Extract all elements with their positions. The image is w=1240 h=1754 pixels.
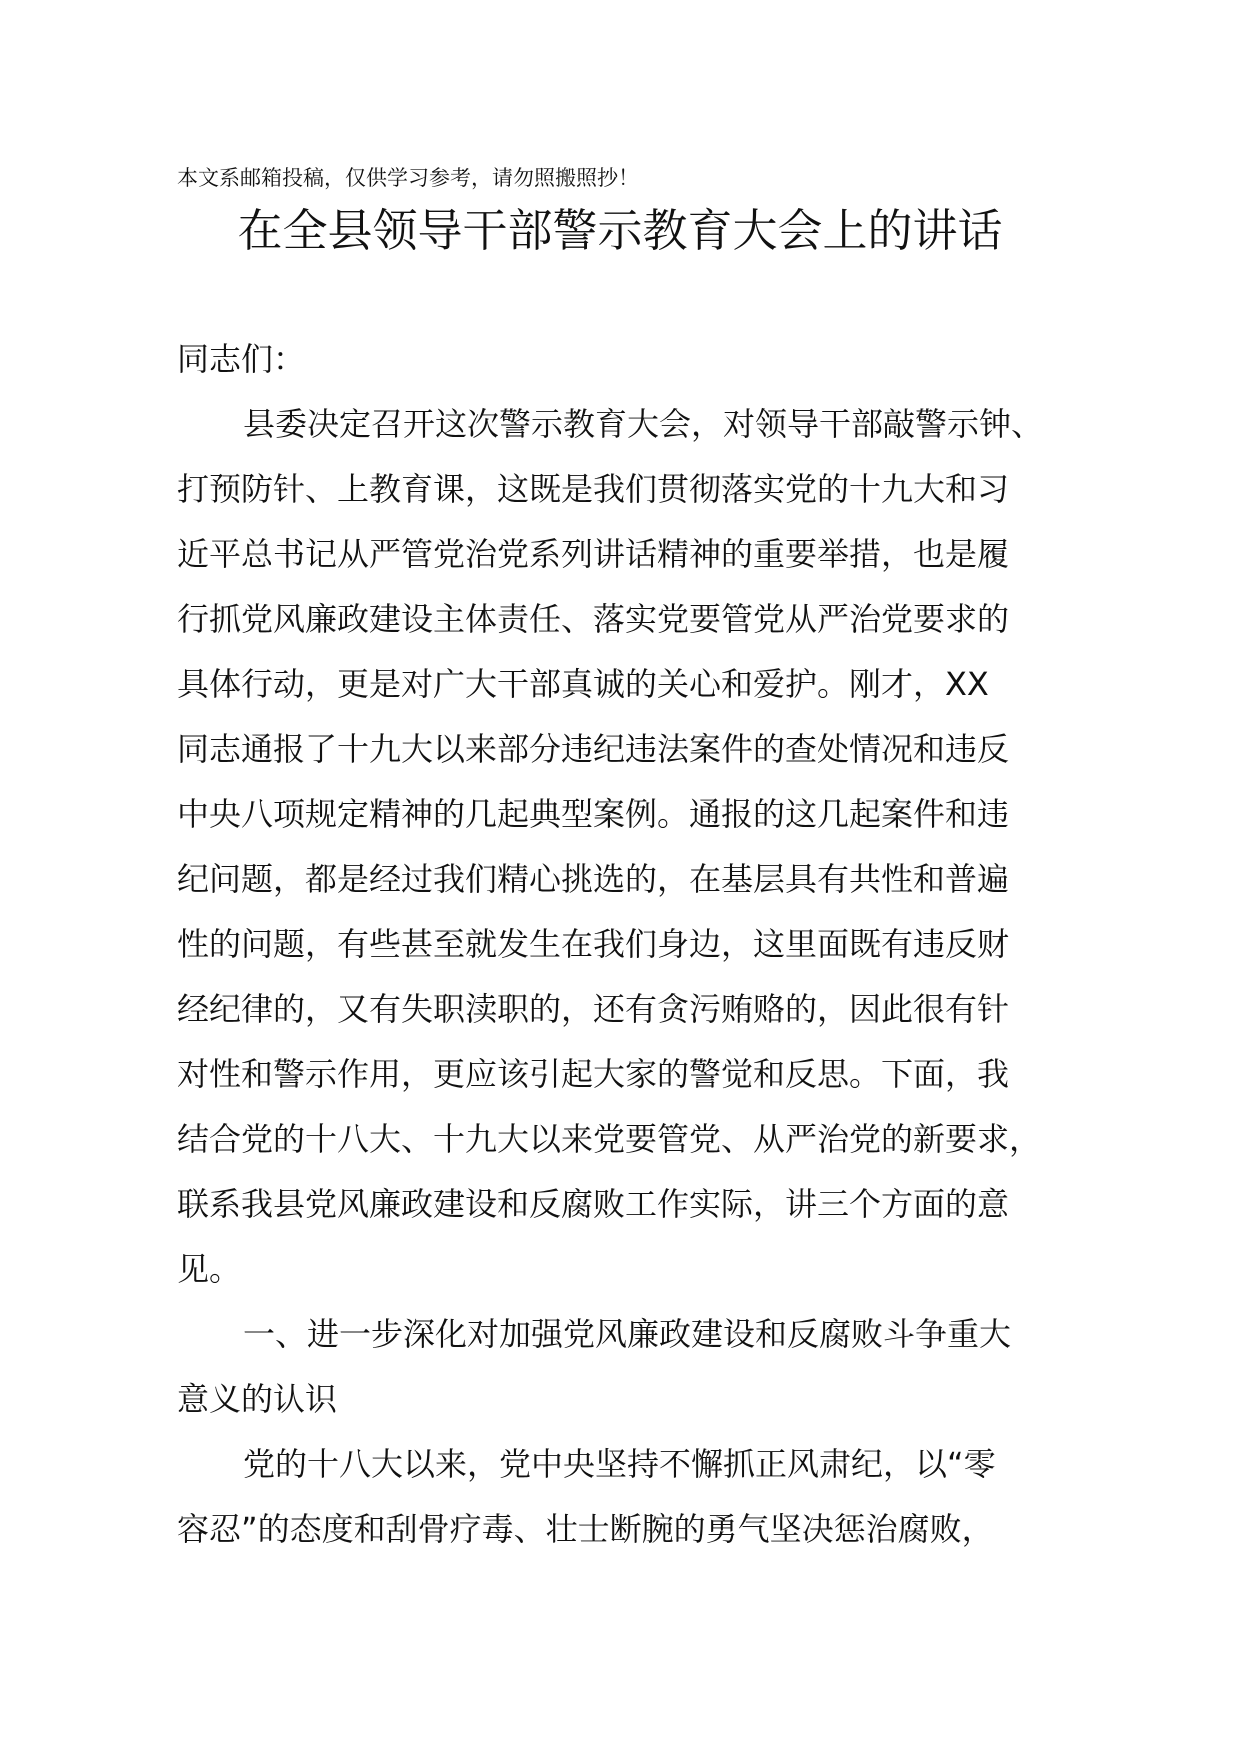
text-line: 意义的认识 [177, 1380, 338, 1418]
text-line: 经纪律的，又有失职渎职的，还有贪污贿赂的，因此很有针 [177, 990, 1010, 1028]
submission-notice: 本文系邮箱投稿，仅供学习参考，请勿照搬照抄！ [177, 166, 639, 190]
speech-body [177, 327, 1077, 1562]
text-line: 具体行动，更是对广大干部真诚的关心和爱护。刚才，XX [177, 665, 989, 703]
text-line: 中央八项规定精神的几起典型案例。通报的这几起案件和违 [177, 795, 1010, 833]
text-line: 近平总书记从严管党治党系列讲话精神的重要举措，也是履 [177, 535, 1010, 573]
text-line: 一、进一步深化对加强党风廉政建设和反腐败斗争重大 [243, 1315, 1012, 1353]
text-line: 纪问题，都是经过我们精心挑选的，在基层具有共性和普遍 [177, 860, 1010, 898]
text-line: 性的问题，有些甚至就发生在我们身边，这里面既有违反财 [177, 925, 1010, 963]
text-line: 行抓党风廉政建设主体责任、落实党要管党从严治党要求的 [177, 600, 1010, 638]
text-line: 容忍”的态度和刮骨疗毒、壮士断腕的勇气坚决惩治腐败， [177, 1510, 994, 1548]
text-line: 联系我县党风廉政建设和反腐败工作实际，讲三个方面的意 [177, 1185, 1010, 1223]
text-line: 见。 [177, 1250, 242, 1288]
speech-title: 在全县领导干部警示教育大会上的讲话 [237, 204, 1003, 257]
text-line: 党的十八大以来，党中央坚持不懈抓正风肃纪，以“零 [243, 1445, 996, 1483]
text-line: 打预防针、上教育课，这既是我们贯彻落实党的十九大和习 [177, 470, 1010, 508]
text-line: 同志通报了十九大以来部分违纪违法案件的查处情况和违反 [177, 730, 1010, 768]
text-line: 同志们： [177, 340, 306, 378]
text-line: 结合党的十八大、十九大以来党要管党、从严治党的新要求， [177, 1120, 1042, 1158]
text-line: 对性和警示作用，更应该引起大家的警觉和反思。下面，我 [177, 1055, 1010, 1093]
text-line: 县委决定召开这次警示教育大会，对领导干部敲警示钟、 [243, 405, 1044, 443]
